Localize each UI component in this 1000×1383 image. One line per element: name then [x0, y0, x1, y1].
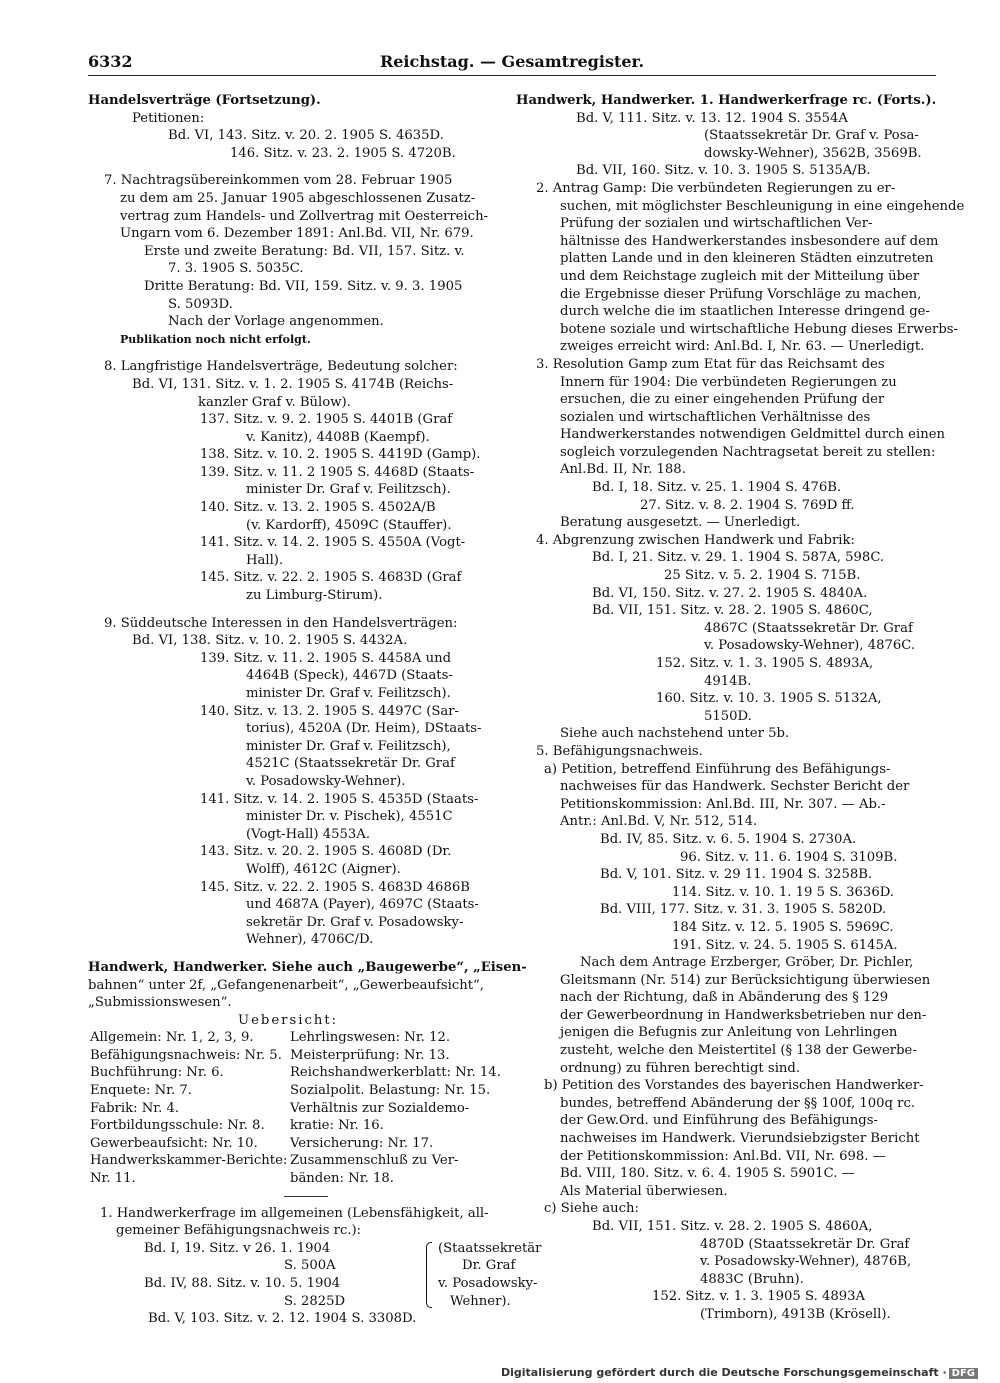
index-line: Bd. VII, 160. Sitz. v. 10. 3. 1905 S. 5135A/B.	[576, 163, 871, 179]
overview-entry: Zusammenschluß zu Ver-	[290, 1153, 459, 1169]
left-column-bottom-entries	[88, 1205, 506, 1240]
overview-entry: Enquete: Nr. 7.	[90, 1083, 192, 1099]
index-line: Bd. V, 101. Sitz. v. 29 11. 1904 S. 3258B.	[600, 867, 873, 883]
index-line: ordnung) zu führen berechtigt sind.	[560, 1060, 801, 1076]
index-line: 4867C (Staatssekretär Dr. Graf	[704, 620, 913, 636]
overview-entry: Handwerkskammer-Berichte:	[90, 1153, 288, 1169]
index-line: torius), 4520A (Dr. Heim), DStaats-	[246, 721, 482, 737]
index-line: Innern für 1904: Die verbündeten Regierungen zu	[560, 374, 897, 390]
index-line: 8. Langfristige Handelsverträge, Bedeutung solcher:	[104, 359, 458, 375]
index-line: Bd. VI, 138. Sitz. v. 10. 2. 1905 S. 4432A.	[132, 633, 408, 649]
index-line: bahnen“ unter 2f, „Gefangenenarbeit“, „Gewerbeaufsicht“,	[88, 977, 484, 993]
index-line: Erste und zweite Beratung: Bd. VII, 157. Sitz. v.	[144, 243, 465, 259]
footer-text: Digitalisierung gefördert durch die Deutsche Forschungsgemeinschaft ·	[500, 1366, 947, 1379]
index-line: 141. Sitz. v. 14. 2. 1905 S. 4535D (Staats-	[200, 791, 479, 807]
left-column-entries	[88, 92, 527, 1029]
index-line: minister Dr. v. Pischek), 4551C	[246, 809, 453, 825]
spacer	[88, 949, 506, 959]
index-line: 9. Süddeutsche Interessen in den Handelsverträgen:	[104, 615, 458, 631]
index-line: zweiges erreicht wird: Anl.Bd. I, Nr. 63. — Unerledigt.	[560, 339, 925, 355]
bracket-line: v. Posadowsky-	[438, 1276, 538, 1291]
overview-grid	[88, 1029, 506, 1187]
index-line: 145. Sitz. v. 22. 2. 1905 S. 4683D 4686B	[200, 879, 470, 895]
index-line: 4521C (Staatssekretär Dr. Graf	[246, 756, 455, 772]
index-line: 5150D.	[704, 708, 752, 724]
index-line: 114. Sitz. v. 10. 1. 19 5 S. 3636D.	[672, 884, 895, 900]
index-line: a) Petition, betreffend Einführung des Befähigungs-	[544, 761, 891, 777]
index-line: 4464B (Speck), 4467D (Staats-	[246, 668, 453, 684]
index-line: nachweises für das Handwerk. Sechster Bericht der	[560, 779, 910, 795]
index-line: 4914B.	[704, 673, 752, 689]
overview-entry: Befähigungsnachweis: Nr. 5.	[90, 1047, 282, 1063]
footer-credit	[501, 1366, 978, 1379]
overview-entry: Allgemein: Nr. 1, 2, 3, 9.	[90, 1030, 254, 1046]
overview-entry: kratie: Nr. 16.	[290, 1118, 384, 1134]
index-line: Bd. VI, 131. Sitz. v. 1. 2. 1905 S. 4174B (Reichs-	[132, 376, 454, 392]
index-line: nach der Richtung, daß in Abänderung des § 129	[560, 990, 889, 1006]
index-line: 145. Sitz. v. 22. 2. 1905 S. 4683D (Graf	[200, 570, 462, 586]
index-line: Nach dem Antrage Erzberger, Gröber, Dr. Pichler,	[580, 955, 914, 971]
overview-entry: Sozialpolit. Belastung: Nr. 15.	[290, 1083, 491, 1099]
index-line: 139. Sitz. v. 11. 2. 1905 S. 4458A und	[200, 650, 452, 666]
index-line: Petitionen:	[132, 110, 205, 126]
index-line: und dem Reichstage zugleich mit der Mitteilung über	[560, 268, 920, 284]
overview-entry: Meisterprüfung: Nr. 13.	[290, 1047, 450, 1063]
bracket-line: S. 500A	[284, 1258, 336, 1274]
index-line: 7. Nachtragsübereinkommen vom 28. Februar 1905	[104, 173, 453, 189]
index-line: 1. Handwerkerfrage im allgemeinen (Lebensfähigkeit, all-	[100, 1205, 489, 1221]
bracket-left-text	[144, 1240, 345, 1310]
overview-entry: Fabrik: Nr. 4.	[90, 1100, 180, 1116]
index-line: vertrag zum Handels- und Zollvertrag mit Oesterreich-	[120, 208, 489, 224]
index-line: (Vogt-Hall) 4553A.	[246, 826, 371, 842]
index-line: S. 5093D.	[168, 296, 233, 312]
index-line: Antr.: Anl.Bd. V, Nr. 512, 514.	[560, 814, 758, 830]
index-line: kanzler Graf v. Bülow).	[198, 394, 351, 410]
spacer	[88, 605, 506, 615]
bracket-line: Bd. I, 19. Sitz. v 26. 1. 1904	[144, 1240, 331, 1256]
index-line: zusteht, welche den Meistertitel (§ 138 der Gewerbe-	[560, 1043, 917, 1059]
index-line: 143. Sitz. v. 20. 2. 1905 S. 4608D (Dr.	[200, 844, 452, 860]
right-column	[516, 92, 965, 1324]
index-line: minister Dr. Graf v. Feilitzsch).	[246, 686, 451, 701]
index-line: 96. Sitz. v. 11. 6. 1904 S. 3109B.	[680, 849, 898, 865]
index-line: dowsky-Wehner), 3562B, 3569B.	[704, 145, 922, 161]
index-line: Beratung ausgesetzt. — Unerledigt.	[560, 515, 801, 531]
index-line: der Gewerbeordnung in Handwerksbetrieben nur den-	[560, 1007, 927, 1023]
index-line: Nach der Vorlage angenommen.	[168, 314, 384, 330]
index-line: Als Material überwiesen.	[560, 1183, 728, 1199]
index-line: 191. Sitz. v. 24. 5. 1905 S. 6145A.	[672, 937, 898, 953]
index-line: Bd. VIII, 177. Sitz. v. 31. 3. 1905 S. 5820D.	[600, 902, 887, 918]
index-line: minister Dr. Graf v. Feilitzsch),	[246, 738, 451, 754]
index-line: hältnisse des Handwerkerstandes insbesondere auf dem	[560, 233, 939, 249]
right-column-entries	[516, 92, 965, 1324]
index-line: bundes, betreffend Abänderung der §§ 100f, 100q rc.	[560, 1095, 916, 1111]
index-line: (Trimborn), 4913B (Krösell).	[700, 1306, 891, 1322]
index-line: 4883C (Bruhn).	[700, 1271, 804, 1287]
bracket-line: Wehner).	[450, 1293, 511, 1309]
index-line: c) Siehe auch:	[544, 1201, 639, 1217]
section-divider	[284, 1196, 328, 1197]
bracket-line: (Staatssekretär	[438, 1240, 542, 1256]
index-line: 7. 3. 1905 S. 5035C.	[168, 261, 304, 277]
index-line: 2. Antrag Gamp: Die verbündeten Regierungen zu er-	[536, 180, 896, 196]
index-line: Ungarn vom 6. Dezember 1891: Anl.Bd. VII, Nr. 679.	[120, 226, 474, 242]
overview-entry: Nr. 11.	[90, 1171, 136, 1187]
index-line: 146. Sitz. v. 23. 2. 1905 S. 4720B.	[230, 145, 456, 161]
index-line: zu Limburg-Stirum).	[246, 588, 383, 604]
index-line: b) Petition des Vorstandes des bayerischen Handwerker-	[544, 1078, 924, 1094]
bracketed-citations	[144, 1240, 542, 1310]
index-line: v. Posadowsky-Wehner), 4876B,	[700, 1254, 912, 1270]
overview-entry: Fortbildungsschule: Nr. 8.	[90, 1118, 265, 1134]
index-line: Handelsverträge (Fortsetzung).	[88, 93, 321, 108]
index-line: 4870D (Staatssekretär Dr. Graf	[700, 1236, 910, 1252]
bracket-line: Bd. IV, 88. Sitz. v. 10. 5. 1904	[144, 1276, 341, 1291]
index-line: Handwerk, Handwerker. Siehe auch „Baugewerbe“, „Eisen-	[88, 959, 527, 975]
spacer	[88, 348, 506, 358]
index-line: 5. Befähigungsnachweis.	[536, 743, 703, 759]
index-line: 152. Sitz. v. 1. 3. 1905 S. 4893A	[652, 1289, 866, 1305]
dfg-logo: DFG	[949, 1368, 978, 1379]
overview-entry: bänden: Nr. 18.	[290, 1171, 394, 1187]
index-line: Wolff), 4612C (Aigner).	[246, 861, 401, 877]
index-line: Bd. IV, 85. Sitz. v. 6. 5. 1904 S. 2730A.	[600, 831, 857, 847]
overview-entry: Reichshandwerkerblatt: Nr. 14.	[290, 1065, 501, 1081]
index-line: sozialen und wirtschaftlichen Verhältnisse des	[560, 409, 871, 425]
overview-entry: Buchführung: Nr. 6.	[90, 1065, 224, 1081]
index-line: botene soziale und wirtschaftliche Hebung dieses Erwerbs-	[560, 321, 959, 337]
index-line: Handwerk, Handwerker. 1. Handwerkerfrage rc. (Forts.).	[516, 93, 937, 108]
index-line: Bd. I, 21. Sitz. v. 29. 1. 1904 S. 587A, 598C.	[592, 550, 885, 566]
index-line: Bd. VI, 150. Sitz. v. 27. 2. 1905 S. 4840A.	[592, 585, 868, 601]
index-line: Uebersicht:	[238, 1012, 339, 1028]
index-line: Bd. V, 103. Sitz. v. 2. 12. 1904 S. 3308D.	[148, 1311, 417, 1327]
index-line: minister Dr. Graf v. Feilitzsch).	[246, 482, 451, 498]
index-line: 27. Sitz. v. 8. 2. 1904 S. 769D ff.	[640, 497, 855, 513]
index-line: der Gew.Ord. und Einführung des Befähigungs-	[560, 1113, 878, 1129]
index-line: 137. Sitz. v. 9. 2. 1905 S. 4401B (Graf	[200, 412, 453, 428]
index-line: 25 Sitz. v. 5. 2. 1904 S. 715B.	[664, 568, 861, 584]
index-line: zu dem am 25. Januar 1905 abgeschlossenen Zusatz-	[120, 190, 476, 206]
overview-entry: Verhältnis zur Sozialdemo-	[290, 1100, 470, 1116]
index-line: der Petitionskommission: Anl.Bd. VII, Nr. 698. —	[560, 1148, 886, 1164]
page-header	[88, 52, 936, 76]
running-head: Reichstag. — Gesamtregister.	[379, 52, 645, 71]
index-line: und 4687A (Payer), 4697C (Staats-	[246, 897, 479, 913]
index-line: Petitionskommission: Anl.Bd. III, Nr. 307. — Ab.-	[560, 796, 886, 812]
index-line: (Staatssekretär Dr. Graf v. Posa-	[704, 128, 919, 144]
index-line: Bd. VIII, 180. Sitz. v. 6. 4. 1905 S. 5901C. —	[560, 1166, 855, 1182]
index-line: suchen, mit möglichster Beschleunigung in eine eingehende	[560, 198, 965, 214]
index-line: Wehner), 4706C/D.	[246, 932, 374, 948]
index-line: 160. Sitz. v. 10. 3. 1905 S. 5132A,	[656, 691, 882, 707]
bracket-line: S. 2825D	[284, 1293, 346, 1309]
index-line: jenigen die Befugnis zur Anleitung von Lehrlingen	[560, 1025, 898, 1041]
index-line: sekretär Dr. Graf v. Posadowsky-	[246, 914, 464, 930]
index-line: v. Posadowsky-Wehner).	[246, 773, 406, 789]
index-line: 141. Sitz. v. 14. 2. 1905 S. 4550A (Vogt-	[200, 535, 466, 551]
index-line: 140. Sitz. v. 13. 2. 1905 S. 4497C (Sar-	[200, 703, 459, 719]
index-line: 139. Sitz. v. 11. 2 1905 S. 4468D (Staats-	[200, 464, 475, 480]
index-line: Bd. I, 18. Sitz. v. 25. 1. 1904 S. 476B.	[592, 480, 842, 496]
index-line: (v. Kardorff), 4509C (Stauffer).	[246, 517, 452, 533]
index-line: sogleich vorzulegenden Nachtragsetat bereit zu stellen:	[560, 444, 936, 460]
index-line: gemeiner Befähigungsnachweis rc.):	[116, 1223, 362, 1239]
index-line: v. Kanitz), 4408B (Kaempf).	[246, 429, 430, 445]
index-line: ersuchen, die zu einer eingehenden Prüfung der	[560, 392, 885, 408]
index-line: Siehe auch nachstehend unter 5b.	[560, 726, 790, 742]
index-line: 138. Sitz. v. 10. 2. 1905 S. 4419D (Gamp).	[200, 447, 481, 463]
index-line: 140. Sitz. v. 13. 2. 1905 S. 4502A/B	[200, 500, 436, 516]
index-line: Bd. VI, 143. Sitz. v. 20. 2. 1905 S. 4635D.	[168, 128, 444, 144]
index-line: Anl.Bd. II, Nr. 188.	[560, 462, 686, 478]
overview-entry: Versicherung: Nr. 17.	[290, 1135, 434, 1151]
left-column	[88, 92, 542, 1328]
index-line: Dritte Beratung: Bd. VII, 159. Sitz. v. 9. 3. 1905	[144, 278, 463, 294]
index-line: Gleitsmann (Nr. 514) zur Berücksichtigung überwiesen	[560, 972, 931, 988]
index-line: platten Lande und in den kleineren Städten einzutreten	[560, 251, 934, 267]
curly-brace	[426, 1242, 432, 1308]
index-line: Prüfung der sozialen und wirtschaftlichen Ver-	[560, 216, 873, 232]
index-line: Publikation noch nicht erfolgt.	[120, 332, 311, 346]
overview-entry: Lehrlingswesen: Nr. 12.	[290, 1030, 451, 1046]
index-line: nachweises im Handwerk. Vierundsiebzigster Bericht	[560, 1131, 920, 1147]
index-line: Hall).	[246, 552, 284, 568]
index-line: Handwerkerstandes notwendigen Geldmittel durch einen	[560, 427, 945, 443]
spacer	[88, 162, 506, 172]
page-number: 6332	[88, 52, 133, 71]
index-line: Bd. VII, 151. Sitz. v. 28. 2. 1905 S. 4860C,	[592, 603, 873, 619]
index-line: Bd. V, 111. Sitz. v. 13. 12. 1904 S. 3554A	[576, 110, 848, 126]
index-line: 4. Abgrenzung zwischen Handwerk und Fabrik:	[536, 532, 855, 548]
index-line: „Submissionswesen“.	[88, 995, 232, 1011]
index-line: die Ergebnisse dieser Prüfung Vorschläge zu machen,	[560, 286, 922, 302]
index-line: 3. Resolution Gamp zum Etat für das Reichsamt des	[536, 356, 885, 372]
index-line: durch welche die im staatlichen Interesse dringend ge-	[560, 304, 930, 320]
index-line: 184 Sitz. v. 12. 5. 1905 S. 5969C.	[672, 919, 894, 935]
index-line: Bd. VII, 151. Sitz. v. 28. 2. 1905 S. 4860A,	[592, 1219, 873, 1234]
bracket-line: Dr. Graf	[462, 1258, 516, 1274]
index-line: 152. Sitz. v. 1. 3. 1905 S. 4893A,	[656, 656, 874, 671]
overview-entry: Gewerbeaufsicht: Nr. 10.	[90, 1135, 258, 1151]
index-line: v. Posadowsky-Wehner), 4876C.	[704, 638, 916, 654]
